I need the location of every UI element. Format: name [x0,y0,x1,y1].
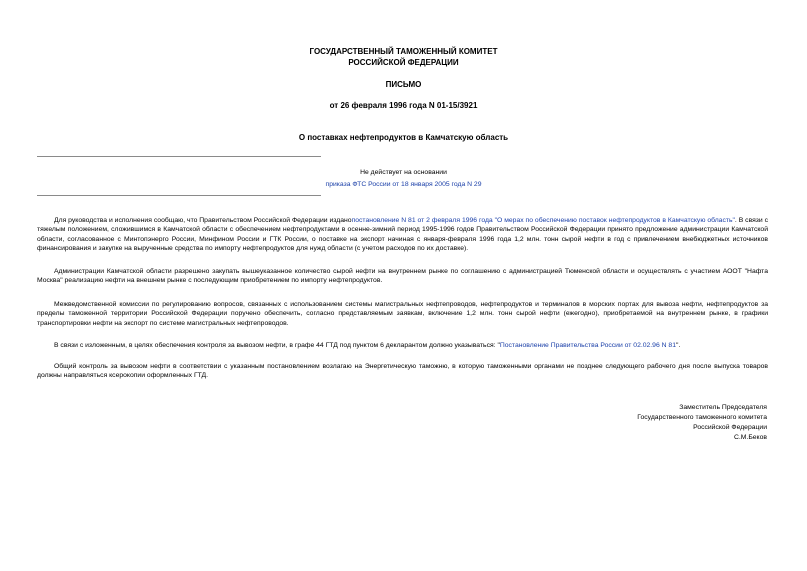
p3-text: Межведомственной комиссии по регулированию вопросов, связанных с использованием системы магистральных нефтепроводов, нефтепродуктов и терминалов в морских портах для вывоза нефти, нефтепродуктов за пределы таможенной территории Российской Федерации поручено обеспечить, согласно представляемым заявкам, включение 1,2 млн. тонн сырой нефти (ежегодно), приобретаемой на внутреннем рынке, в графики транспортировки нефти на экспорт по системе магистральных нефтепроводов. [37,301,768,327]
status-link-wrap [0,180,807,189]
paragraph-1 [37,216,768,254]
p1-text-end: . В связи с тяжелым положением, сложившимся в Камчатской области с обеспечением нефтепродуктами в осенне-зимний период 1995-1996 годов Правительством Российской Федерации принято предложение администрации Камчатской области, согласованное с Минтопэнерго России, Минфином России и ГТК России, о поставке на экспорт начиная с января-февраля 1996 года 1,2 млн. тонн сырой нефти в год с привлечением внебюджетных источников финансирования и закупке на вырученные средства по импорту нефтепродуктов для нужд области (с учетом расходов по их доставке). [37,217,769,253]
resolution-81-link[interactable]: постановление N 81 от 2 февраля 1996 года "О мерах по обеспечению поставок нефтепродуктов в Камчатскую область" [351,217,735,224]
status-link[interactable]: приказа ФТС России от 18 января 2005 года N 29 [325,181,482,188]
paragraph-3 [37,300,768,328]
signature-title-line2: Государственного таможенного комитета [637,413,767,421]
paragraph-4 [37,341,768,350]
doc-date-number: от 26 февраля 1996 года N 01-15/3921 [329,101,478,110]
status-note: Не действует на основании [360,169,447,176]
signature-title-line3: Российской Федерации [693,423,767,431]
doc-subject: О поставках нефтепродуктов в Камчатскую область [298,133,509,142]
signature-title-line1: Заместитель Председателя [679,404,767,411]
p1-text-start: Для руководства и исполнения сообщаю, что Правительством Российской Федерации издано [54,217,352,224]
p4-text-start: В связи с изложенным, в целях обеспечения контроля за вывозом нефти, в графе 44 ГТД под пунктом 6 декларантом должно указываться: " [54,342,500,349]
org-title-line2: РОССИЙСКОЙ ФЕДЕРАЦИИ [348,58,459,67]
divider-bottom [37,195,321,196]
p2-text: Администрации Камчатской области разрешено закупать вышеуказанное количество сырой нефти на внутреннем рынке по соглашению с администрацией Тюменской области и осуществлять с участием АООТ "Нафта Москва" реализацию нефти на внешнем рынке с последующим приобретением по импорту нефтепродуктов. [37,268,768,285]
divider-top [37,156,321,157]
signature-name: С.М.Беков [733,433,767,441]
signature-block [637,403,767,442]
government-resolution-link[interactable]: Постановление Правительства России от 02.02.96 N 81 [499,342,676,349]
p4-text-end: ". [676,342,681,349]
org-title-line1: ГОСУДАРСТВЕННЫЙ ТАМОЖЕННЫЙ КОМИТЕТ [309,47,498,56]
p5-text: Общий контроль за вывозом нефти в соответствии с указанным постановлением возлагаю на Энергетическую таможню, в которую таможенными органами не позднее следующего рабочего дня после выпуска товаров должны направляться ксерокопии оформленных ГТД. [37,363,768,380]
doc-type: ПИСЬМО [385,80,422,89]
paragraph-2 [37,267,768,286]
paragraph-5 [37,362,768,381]
